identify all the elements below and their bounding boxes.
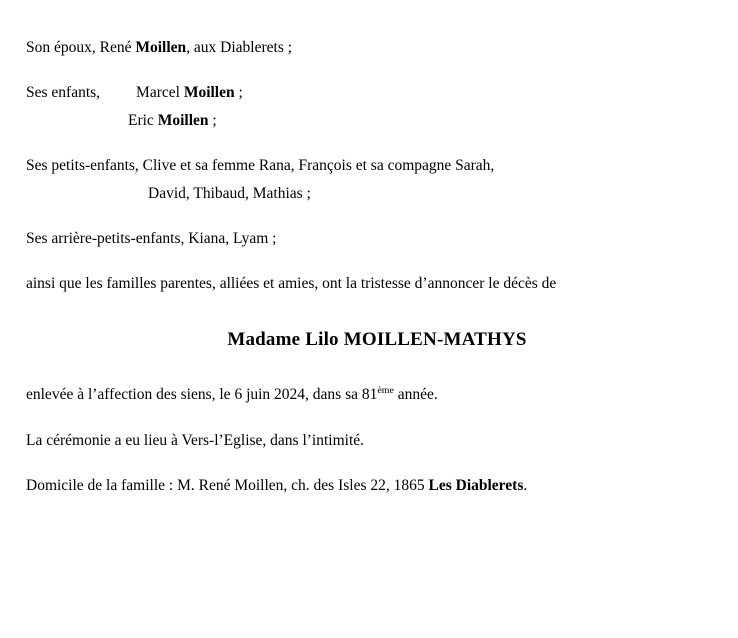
spacer-1 [0,57,738,83]
address-suffix: . [523,477,528,495]
spacer-8 [0,351,738,385]
child-2-suffix: ; [208,111,217,129]
children-line [0,83,738,102]
child-1-prefix: Marcel [136,84,184,102]
families-line: ainsi que les familles parentes, alliées et amies, ont la tristesse d’annoncer le décès de [26,275,557,293]
spouse-line [0,38,738,57]
spacer-9 [0,405,738,431]
spacer-4 [0,176,738,184]
spouse-surname: Moillen [135,39,187,56]
passing-before: enlevée à l’affection des siens, le 6 juin 2024, dans sa 81 [26,386,378,404]
passing-line [0,385,738,404]
spouse-suffix: , aux Diablerets ; [186,39,293,56]
grandchildren-line-2: David, Thibaud, Mathias ; [148,184,311,202]
child-2-surname: Moillen [157,111,209,129]
top-spacer [0,0,738,38]
address-locality: Les Diablerets [428,477,524,495]
spacer-7 [0,294,738,328]
child-1-suffix: ; [234,84,243,102]
spacer-6 [0,248,738,274]
address-line [0,476,738,495]
grandchildren-line-1: Ses petits-enfants, Clive et sa femme Rana, François et sa compagne Sarah, [26,157,495,175]
spacer-5 [0,203,738,229]
deceased-name: Madame Lilo MOILLEN-MATHYS [227,328,527,350]
spacer-2 [0,103,738,111]
passing-superscript: ème [377,385,394,397]
address-prefix: Domicile de la famille : M. René Moillen, ch. des Isles 22, 1865 [26,477,429,495]
spacer-10 [0,450,738,476]
child-2-prefix: Eric [128,111,158,129]
great-grandchildren-line: Ses arrière-petits-enfants, Kiana, Lyam ; [26,229,277,247]
spacer-3 [0,130,738,156]
passing-after: année. [393,386,438,404]
ceremony-line: La cérémonie a eu lieu à Vers-l’Eglise, dans l’intimité. [26,431,365,449]
spouse-prefix: Son époux, René [26,39,136,56]
child-2-line [0,111,738,130]
children-label: Ses enfants, [26,84,101,102]
child-1-surname: Moillen [183,84,235,102]
